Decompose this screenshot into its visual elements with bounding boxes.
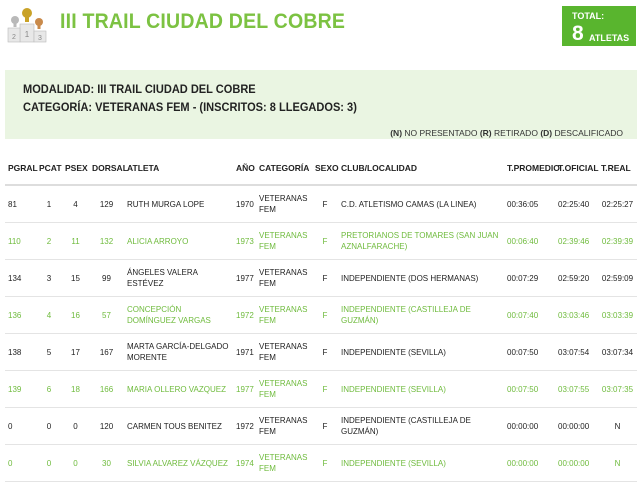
cell-pgral: 136 bbox=[5, 297, 36, 334]
cell-club: INDEPENDIENTE (SEVILLA) bbox=[338, 445, 504, 482]
cell-pgral: 0 bbox=[5, 445, 36, 482]
cell-dorsal: 166 bbox=[89, 371, 124, 408]
cell-toficial: 00:00:00 bbox=[555, 408, 598, 445]
cell-dorsal: 167 bbox=[89, 334, 124, 371]
cell-tpromedio: 00:07:29 bbox=[504, 260, 555, 297]
cell-club: INDEPENDIENTE (SEVILLA) bbox=[338, 371, 504, 408]
cell-treal: N bbox=[598, 445, 637, 482]
legend-text-d: DESCALIFICADO bbox=[554, 128, 623, 138]
cell-dorsal: 30 bbox=[89, 445, 124, 482]
cell-tpromedio: 00:07:50 bbox=[504, 334, 555, 371]
col-header-sexo[interactable]: SEXO bbox=[312, 152, 338, 185]
cell-atleta: ALICIA ARROYO bbox=[124, 223, 233, 260]
cell-psex: 18 bbox=[62, 371, 89, 408]
cell-toficial: 03:03:46 bbox=[555, 297, 598, 334]
col-header-treal[interactable]: T.REAL bbox=[598, 152, 637, 185]
cell-toficial: 00:00:00 bbox=[555, 445, 598, 482]
table-row bbox=[5, 371, 637, 408]
table-row bbox=[5, 408, 637, 445]
cell-atleta: SILVIA ALVAREZ VÁZQUEZ bbox=[124, 445, 233, 482]
svg-text:2: 2 bbox=[12, 34, 16, 41]
col-header-anio[interactable]: AÑO bbox=[233, 152, 256, 185]
col-header-psex[interactable]: PSEX bbox=[62, 152, 89, 185]
cell-anio: 1972 bbox=[233, 297, 256, 334]
cell-treal: N bbox=[598, 408, 637, 445]
cell-atleta: RUTH MURGA LOPE bbox=[124, 185, 233, 223]
cell-tpromedio: 00:07:50 bbox=[504, 371, 555, 408]
legend-code-n: (N) bbox=[390, 128, 403, 138]
cell-categoria: VETERANAS FEM bbox=[256, 223, 312, 260]
svg-text:1: 1 bbox=[24, 30, 30, 39]
cell-psex: 17 bbox=[62, 334, 89, 371]
table-row bbox=[5, 223, 637, 260]
cell-atleta: ÁNGELES VALERA ESTÉVEZ bbox=[124, 260, 233, 297]
table-row bbox=[5, 185, 637, 223]
results-table bbox=[5, 152, 637, 482]
cell-pcat: 3 bbox=[36, 260, 62, 297]
cell-anio: 1977 bbox=[233, 371, 256, 408]
modalidad-text: MODALIDAD: III TRAIL CIUDAD DEL COBRE bbox=[23, 82, 256, 96]
cell-treal: 02:39:39 bbox=[598, 223, 637, 260]
table-row bbox=[5, 260, 637, 297]
cell-pcat: 2 bbox=[36, 223, 62, 260]
cell-dorsal: 132 bbox=[89, 223, 124, 260]
cell-psex: 16 bbox=[62, 297, 89, 334]
cell-treal: 03:07:34 bbox=[598, 334, 637, 371]
cell-toficial: 03:07:55 bbox=[555, 371, 598, 408]
cell-club: PRETORIANOS DE TOMARES (SAN JUAN AZNALFARACHE) bbox=[338, 223, 504, 260]
cell-sexo: F bbox=[312, 334, 338, 371]
cell-tpromedio: 00:07:40 bbox=[504, 297, 555, 334]
cell-pgral: 0 bbox=[5, 408, 36, 445]
cell-categoria: VETERANAS FEM bbox=[256, 185, 312, 223]
cell-anio: 1977 bbox=[233, 260, 256, 297]
cell-psex: 0 bbox=[62, 408, 89, 445]
cell-pcat: 0 bbox=[36, 408, 62, 445]
cell-toficial: 02:25:40 bbox=[555, 185, 598, 223]
cell-pcat: 0 bbox=[36, 445, 62, 482]
table-row bbox=[5, 445, 637, 482]
col-header-pgral[interactable]: PGRAL bbox=[5, 152, 36, 185]
total-label: TOTAL: bbox=[572, 11, 605, 21]
cell-categoria: VETERANAS FEM bbox=[256, 445, 312, 482]
cell-sexo: F bbox=[312, 408, 338, 445]
cell-dorsal: 99 bbox=[89, 260, 124, 297]
cell-toficial: 03:07:54 bbox=[555, 334, 598, 371]
col-header-toficial[interactable]: T.OFICIAL bbox=[555, 152, 598, 185]
cell-pgral: 81 bbox=[5, 185, 36, 223]
cell-sexo: F bbox=[312, 185, 338, 223]
cell-pcat: 4 bbox=[36, 297, 62, 334]
col-header-club[interactable]: CLUB/LOCALIDAD bbox=[338, 152, 504, 185]
col-header-dorsal[interactable]: DORSAL bbox=[89, 152, 124, 185]
total-badge bbox=[562, 6, 636, 46]
cell-club: C.D. ATLETISMO CAMAS (LA LINEA) bbox=[338, 185, 504, 223]
cell-atleta: CONCEPCIÓN DOMÍNGUEZ VARGAS bbox=[124, 297, 233, 334]
cell-pgral: 134 bbox=[5, 260, 36, 297]
page-header bbox=[0, 0, 640, 50]
cell-pcat: 5 bbox=[36, 334, 62, 371]
cell-categoria: VETERANAS FEM bbox=[256, 334, 312, 371]
cell-club: INDEPENDIENTE (DOS HERMANAS) bbox=[338, 260, 504, 297]
cell-categoria: VETERANAS FEM bbox=[256, 408, 312, 445]
cell-toficial: 02:59:20 bbox=[555, 260, 598, 297]
cell-psex: 11 bbox=[62, 223, 89, 260]
cell-atleta: CARMEN TOUS BENITEZ bbox=[124, 408, 233, 445]
cell-anio: 1972 bbox=[233, 408, 256, 445]
cell-sexo: F bbox=[312, 371, 338, 408]
cell-treal: 03:03:39 bbox=[598, 297, 637, 334]
col-header-categoria[interactable]: CATEGORÍA bbox=[256, 152, 312, 185]
cell-tpromedio: 00:00:00 bbox=[504, 408, 555, 445]
cell-categoria: VETERANAS FEM bbox=[256, 371, 312, 408]
cell-pgral: 110 bbox=[5, 223, 36, 260]
page-title: III TRAIL CIUDAD DEL COBRE bbox=[60, 10, 346, 33]
podium-icon bbox=[6, 6, 48, 44]
cell-pcat: 1 bbox=[36, 185, 62, 223]
cell-club: INDEPENDIENTE (CASTILLEJA DE GUZMÁN) bbox=[338, 408, 504, 445]
col-header-tpromedio[interactable]: T.PROMEDIO bbox=[504, 152, 555, 185]
table-row bbox=[5, 334, 637, 371]
cell-tpromedio: 00:00:00 bbox=[504, 445, 555, 482]
legend-text-r: RETIRADO bbox=[494, 128, 538, 138]
cell-categoria: VETERANAS FEM bbox=[256, 260, 312, 297]
cell-treal: 02:59:09 bbox=[598, 260, 637, 297]
svg-text:3: 3 bbox=[38, 35, 42, 42]
cell-psex: 4 bbox=[62, 185, 89, 223]
cell-sexo: F bbox=[312, 445, 338, 482]
cell-sexo: F bbox=[312, 297, 338, 334]
cell-psex: 15 bbox=[62, 260, 89, 297]
cell-atleta: MARIA OLLERO VAZQUEZ bbox=[124, 371, 233, 408]
cell-anio: 1971 bbox=[233, 334, 256, 371]
categoria-text: CATEGORÍA: VETERANAS FEM - (INSCRITOS: 8 LLEGADOS: 3) bbox=[23, 100, 357, 114]
status-legend bbox=[390, 128, 623, 138]
col-header-pcat[interactable]: PCAT bbox=[36, 152, 62, 185]
cell-anio: 1970 bbox=[233, 185, 256, 223]
cell-dorsal: 120 bbox=[89, 408, 124, 445]
cell-toficial: 02:39:46 bbox=[555, 223, 598, 260]
table-row bbox=[5, 297, 637, 334]
cell-psex: 0 bbox=[62, 445, 89, 482]
cell-anio: 1974 bbox=[233, 445, 256, 482]
table-header-row bbox=[5, 152, 637, 185]
cell-pgral: 138 bbox=[5, 334, 36, 371]
cell-club: INDEPENDIENTE (SEVILLA) bbox=[338, 334, 504, 371]
cell-dorsal: 57 bbox=[89, 297, 124, 334]
cell-pcat: 6 bbox=[36, 371, 62, 408]
cell-categoria: VETERANAS FEM bbox=[256, 297, 312, 334]
total-count: 8 bbox=[572, 22, 584, 45]
cell-anio: 1973 bbox=[233, 223, 256, 260]
info-panel bbox=[5, 70, 637, 139]
cell-club: INDEPENDIENTE (CASTILLEJA DE GUZMÁN) bbox=[338, 297, 504, 334]
cell-sexo: F bbox=[312, 223, 338, 260]
cell-pgral: 139 bbox=[5, 371, 36, 408]
cell-treal: 02:25:27 bbox=[598, 185, 637, 223]
legend-code-r: (R) bbox=[479, 128, 492, 138]
cell-sexo: F bbox=[312, 260, 338, 297]
cell-dorsal: 129 bbox=[89, 185, 124, 223]
legend-text-n: NO PRESENTADO bbox=[404, 128, 478, 138]
cell-treal: 03:07:35 bbox=[598, 371, 637, 408]
cell-tpromedio: 00:06:40 bbox=[504, 223, 555, 260]
total-unit: ATLETAS bbox=[589, 33, 630, 43]
cell-atleta: MARTA GARCÍA-DELGADO MORENTE bbox=[124, 334, 233, 371]
cell-tpromedio: 00:36:05 bbox=[504, 185, 555, 223]
col-header-atleta[interactable]: ATLETA bbox=[124, 152, 233, 185]
legend-code-d: (D) bbox=[540, 128, 553, 138]
